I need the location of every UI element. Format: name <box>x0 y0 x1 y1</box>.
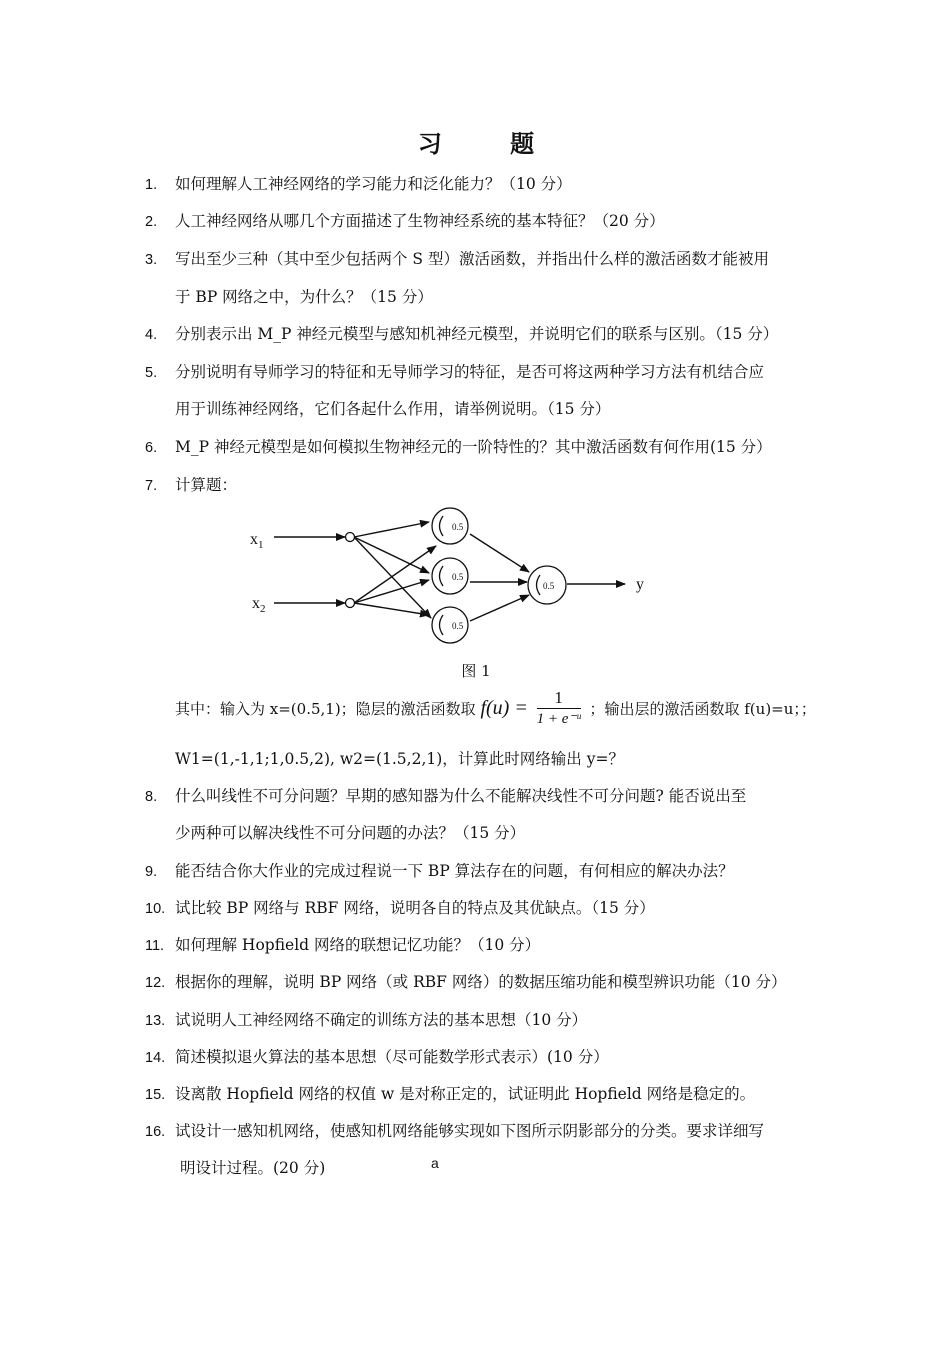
output-neuron <box>528 566 566 604</box>
question-text: 试比较 BP 网络与 RBF 网络，说明各自的特点及其优缺点。（15 分） <box>175 899 655 917</box>
neural-network-diagram <box>240 500 680 650</box>
question-9 <box>145 853 825 891</box>
question-number: 11. <box>145 938 165 954</box>
question-number: 1. <box>145 177 158 193</box>
question-number: 8. <box>145 789 158 805</box>
connection <box>470 595 529 621</box>
question-number: 10. <box>145 901 166 917</box>
question-number: 16. <box>145 1124 166 1140</box>
question-text: M_P 神经元模型是如何模拟生物神经元的一阶特性的？其中激活函数有何作用(15 分） <box>175 438 772 456</box>
formula-line <box>175 688 816 732</box>
question-number: 9. <box>145 864 158 880</box>
question-5-continuation: 用于训练神经网络，它们各起什么作用，请举例说明。（15 分） <box>175 400 611 418</box>
question-number: 4. <box>145 327 158 343</box>
question-16-continuation: 明设计过程。(20 分) <box>180 1159 326 1177</box>
question-8 <box>145 778 825 816</box>
question-text: 什么叫线性不可分问题？早期的感知器为什么不能解决线性不可分问题? 能否说出至 <box>175 787 747 805</box>
input-node-1 <box>346 533 355 542</box>
stray-mark: a <box>431 1155 439 1171</box>
input-x1-label: $x_1$ <box>250 531 264 551</box>
question-text: 计算题： <box>175 476 238 494</box>
question-6 <box>145 429 825 467</box>
formula-fx: f(u) = <box>480 697 528 719</box>
question-number: 5. <box>145 365 158 381</box>
question-text: 写出至少三种（其中至少包括两个 S 型）激活函数，并指出什么样的激活函数才能被用 <box>175 250 769 268</box>
question-number: 7. <box>145 478 158 494</box>
question-number: 14. <box>145 1050 166 1066</box>
threshold-label: 0.5 <box>452 621 464 631</box>
question-number: 15. <box>145 1087 166 1103</box>
question-8-continuation: 少两种可以解决线性不可分问题的办法？（15 分） <box>175 824 526 842</box>
question-text: 设离散 Hopfield 网络的权值 w 是对称正定的，试证明此 Hopfield 网络是稳定的。 <box>175 1085 756 1103</box>
threshold-label: 0.5 <box>452 522 464 532</box>
hidden-neuron-1 <box>432 508 468 544</box>
question-number: 13. <box>145 1013 166 1029</box>
connection <box>354 537 431 618</box>
connection <box>354 580 429 603</box>
question-12 <box>145 964 825 1002</box>
figure-caption: 图 1 <box>461 662 491 680</box>
connection <box>354 537 429 573</box>
question-3-continuation: 于 BP 网络之中，为什么？（15 分） <box>175 288 433 306</box>
question-text: 如何理解 Hopfield 网络的联想记忆功能？（10 分） <box>175 936 541 954</box>
threshold-label: 0.5 <box>452 572 464 582</box>
input-x2-label: $x_2$ <box>252 595 266 615</box>
question-text: 简述模拟退火算法的基本思想（尽可能数学形式表示）(10 分） <box>175 1048 609 1066</box>
connection <box>354 522 429 537</box>
question-14 <box>145 1039 825 1077</box>
question-text: 能否结合你大作业的完成过程说一下 BP 算法存在的问题，有何相应的解决办法？ <box>175 862 734 880</box>
question-text: 试设计一感知机网络，使感知机网络能够实现如下图所示阴影部分的分类。要求详细写 <box>175 1122 765 1140</box>
question-text: 根据你的理解，说明 BP 网络（或 RBF 网络）的数据压缩功能和模型辨识功能（10 分） <box>175 973 787 991</box>
hidden-neuron-2 <box>432 558 468 594</box>
formula-denominator: 1 + e⁻ᵘ <box>536 711 581 727</box>
hidden-neuron-3 <box>432 607 468 643</box>
question-16 <box>145 1113 825 1151</box>
question-3 <box>145 241 825 279</box>
connection <box>470 534 529 572</box>
formula-numerator: 1 <box>537 688 581 709</box>
question-number: 12. <box>145 975 166 991</box>
page-title: 习 题 <box>417 129 565 158</box>
question-10 <box>145 890 825 928</box>
formula-after: ；输出层的激活函数取 f(u)=u；； <box>589 700 816 718</box>
question-text: 分别表示出 M_P 神经元模型与感知机神经元模型，并说明它们的联系与区别。（15 分） <box>175 325 779 343</box>
question-15 <box>145 1076 825 1114</box>
question-2 <box>145 203 825 241</box>
question-text: 试说明人工神经网络不确定的训练方法的基本思想（10 分） <box>175 1011 588 1029</box>
question-number: 3. <box>145 252 158 268</box>
question-text: 分别说明有导师学习的特征和无导师学习的特征，是否可将这两种学习方法有机结合应 <box>175 363 765 381</box>
question-number: 6. <box>145 440 158 456</box>
formula-fraction <box>537 688 581 729</box>
question-1 <box>145 166 825 204</box>
formula-weights-line: W1=(1,-1,1;1,0.5,2), w2=(1.5,2,1)，计算此时网络输出 y=？ <box>175 750 624 768</box>
question-text: 人工神经网络从哪几个方面描述了生物神经系统的基本特征？（20 分） <box>175 212 665 230</box>
input-node-2 <box>346 599 355 608</box>
formula-before: 其中：输入为 x=(0.5,1)；隐层的激活函数取 <box>175 700 476 718</box>
threshold-label: 0.5 <box>543 581 555 591</box>
connection <box>354 546 436 603</box>
question-text: 如何理解人工神经网络的学习能力和泛化能力？（10 分） <box>175 175 572 193</box>
question-4 <box>145 316 825 354</box>
question-13 <box>145 1002 825 1040</box>
question-5 <box>145 354 825 392</box>
output-y-label: y <box>636 576 644 593</box>
question-number: 2. <box>145 214 158 230</box>
question-11 <box>145 927 825 965</box>
